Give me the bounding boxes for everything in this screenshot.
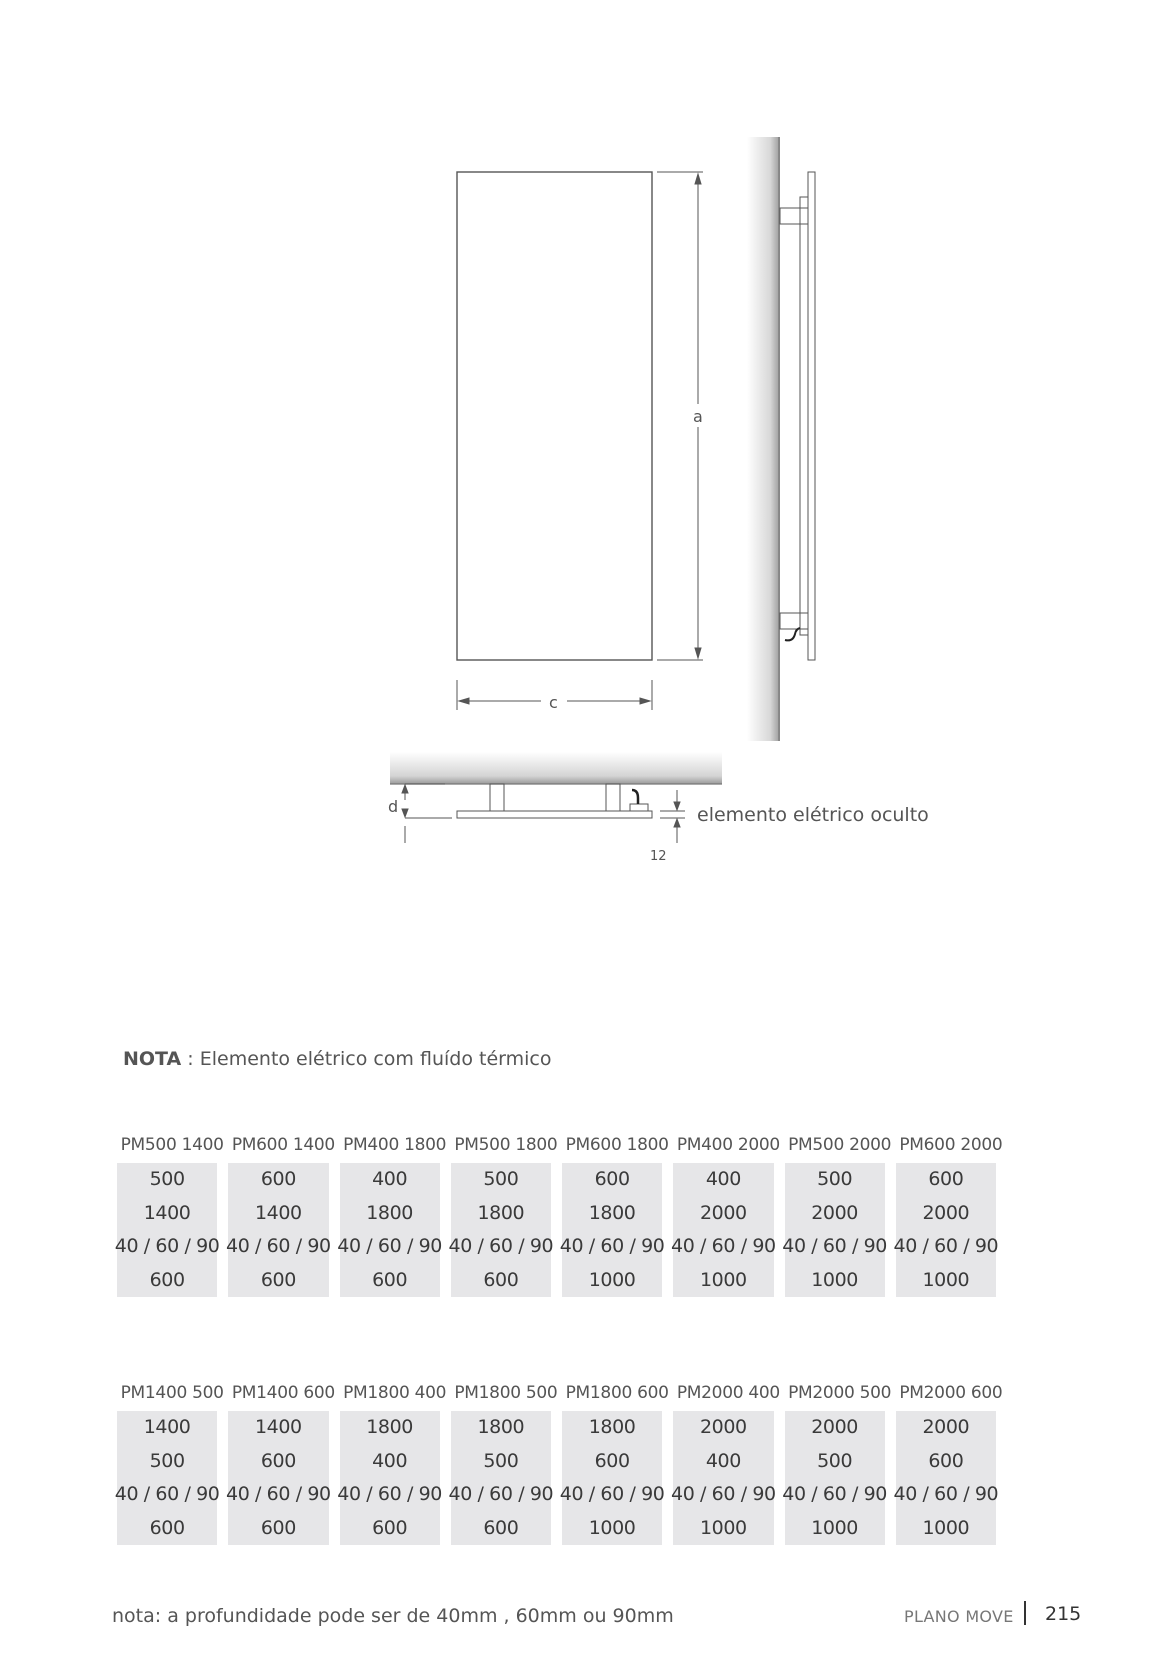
table-cell: 500 <box>817 1168 853 1190</box>
table-column <box>782 1411 887 1545</box>
dimension-12 <box>660 790 685 843</box>
column-header: PM400 2000 <box>676 1135 780 1155</box>
table-header-row <box>117 1383 1007 1403</box>
table-cell: 600 <box>372 1516 408 1539</box>
table-column <box>559 1411 665 1545</box>
column-header: PM500 1400 <box>120 1135 224 1155</box>
table-body <box>114 1163 1007 1297</box>
table-column <box>671 1411 776 1545</box>
lower-bracket <box>780 613 808 629</box>
table-cell: 1400 <box>143 1201 191 1224</box>
table-cell: 1400 <box>254 1201 302 1224</box>
table-cell: 600 <box>483 1516 519 1539</box>
column-header: PM2000 600 <box>899 1383 1003 1403</box>
column-header: PM600 1400 <box>231 1135 335 1155</box>
column-header: PM500 2000 <box>788 1135 892 1155</box>
table-cell: 40 / 60 / 90 <box>559 1483 665 1505</box>
table-cell: 1800 <box>477 1201 525 1224</box>
radiator-side <box>808 172 815 660</box>
column-header: PM400 1800 <box>343 1135 447 1155</box>
footer-brand: PLANO MOVE <box>904 1607 1014 1626</box>
table-cell: 40 / 60 / 90 <box>782 1235 887 1257</box>
table-cell: 2000 <box>922 1201 970 1224</box>
spec-table-1 <box>114 1135 1007 1297</box>
table-cell: 400 <box>705 1168 741 1190</box>
table-cell: 40 / 60 / 90 <box>226 1235 331 1257</box>
table-column <box>448 1411 554 1545</box>
table-cell: 1400 <box>143 1416 191 1438</box>
spec-table-2 <box>114 1383 1007 1545</box>
table-cell: 40 / 60 / 90 <box>337 1483 442 1505</box>
column-header: PM1400 500 <box>120 1383 224 1403</box>
nota-bold: NOTA <box>123 1048 182 1070</box>
upper-bracket <box>780 208 808 224</box>
table-cell: 1800 <box>366 1416 413 1438</box>
table-cell: 1000 <box>588 1268 636 1291</box>
table-cell: 40 / 60 / 90 <box>448 1235 554 1257</box>
table-cell: 40 / 60 / 90 <box>893 1483 999 1505</box>
table-cell: 500 <box>149 1449 185 1472</box>
table-cell: 600 <box>149 1268 185 1291</box>
table-cell: 600 <box>928 1449 964 1472</box>
table-cell: 40 / 60 / 90 <box>226 1483 331 1505</box>
table-cell: 400 <box>372 1449 408 1472</box>
table-column <box>226 1163 331 1297</box>
table-column <box>337 1411 442 1545</box>
wall <box>747 137 780 741</box>
table-cell: 400 <box>372 1168 408 1190</box>
table-cell: 2000 <box>699 1416 747 1438</box>
table-cell: 40 / 60 / 90 <box>114 1235 220 1257</box>
nota-line <box>123 1048 551 1070</box>
table-cell: 1000 <box>922 1268 970 1291</box>
table-cell: 400 <box>705 1449 741 1472</box>
top-view-panel <box>457 811 652 818</box>
table-cell: 40 / 60 / 90 <box>671 1483 776 1505</box>
table-cell: 600 <box>372 1268 408 1291</box>
table-cell: 1800 <box>588 1201 636 1224</box>
table-cell: 1800 <box>366 1201 413 1224</box>
table-column <box>671 1163 776 1297</box>
table-column <box>448 1163 554 1297</box>
table-column <box>337 1163 442 1297</box>
column-header: PM1800 400 <box>343 1383 447 1403</box>
dimension-a-label: a <box>693 407 703 426</box>
table-column <box>559 1163 665 1297</box>
table-cell: 600 <box>483 1268 519 1291</box>
table-cell: 500 <box>817 1449 853 1472</box>
column-header: PM1400 600 <box>231 1383 335 1403</box>
table-cell: 600 <box>260 1268 296 1291</box>
table-cell: 600 <box>260 1516 296 1539</box>
table-column <box>893 1163 999 1297</box>
table-cell: 600 <box>260 1449 296 1472</box>
front-view-panel <box>457 172 652 660</box>
dimension-d-label: d <box>388 797 399 816</box>
table-header-row <box>117 1135 1007 1155</box>
table-cell: 600 <box>149 1516 185 1539</box>
table-cell: 500 <box>149 1168 185 1190</box>
table-cell: 600 <box>928 1168 964 1190</box>
dimension-d <box>402 784 452 843</box>
table-cell: 1000 <box>811 1268 858 1291</box>
column-header: PM2000 400 <box>676 1383 780 1403</box>
footer-divider <box>1024 1601 1026 1625</box>
cable <box>785 628 800 640</box>
table-column <box>893 1411 999 1545</box>
table-cell: 1400 <box>254 1416 302 1438</box>
table-cell: 2000 <box>699 1201 747 1224</box>
table-cell: 40 / 60 / 90 <box>114 1483 220 1505</box>
column-header: PM1800 600 <box>565 1383 669 1403</box>
table-cell: 40 / 60 / 90 <box>448 1483 554 1505</box>
table-cell: 1000 <box>699 1268 747 1291</box>
table-cell: 500 <box>483 1449 519 1472</box>
nota-text: : Elemento elétrico com fluído térmico <box>181 1048 552 1070</box>
table-column <box>226 1411 331 1545</box>
table-column <box>114 1411 220 1545</box>
page-number: 215 <box>1045 1603 1082 1625</box>
table-cell: 600 <box>260 1168 296 1190</box>
column-header: PM1800 500 <box>454 1383 558 1403</box>
table-column <box>114 1163 220 1297</box>
table-cell: 500 <box>483 1168 519 1190</box>
table-cell: 40 / 60 / 90 <box>782 1483 887 1505</box>
table-cell: 1800 <box>588 1416 636 1438</box>
dimension-c-label: c <box>549 693 558 712</box>
floor <box>390 752 722 784</box>
table-body <box>114 1411 1007 1545</box>
callout-label: elemento elétrico oculto <box>697 804 929 826</box>
table-column <box>782 1163 887 1297</box>
column-header: PM600 2000 <box>899 1135 1003 1155</box>
dimension-12-label: 12 <box>650 849 667 864</box>
table-cell: 40 / 60 / 90 <box>893 1235 999 1257</box>
table-cell: 40 / 60 / 90 <box>671 1235 776 1257</box>
table-cell: 1000 <box>922 1516 970 1539</box>
column-header: PM2000 500 <box>788 1383 892 1403</box>
column-header: PM500 1800 <box>454 1135 558 1155</box>
table-cell: 600 <box>594 1449 630 1472</box>
table-cell: 1800 <box>477 1416 525 1438</box>
table-cell: 2000 <box>922 1416 970 1438</box>
table-cell: 40 / 60 / 90 <box>559 1235 665 1257</box>
table-cell: 1000 <box>811 1516 858 1539</box>
table-cell: 600 <box>594 1168 630 1190</box>
table-cell: 2000 <box>811 1201 858 1224</box>
footnote: nota: a profundidade pode ser de 40mm , 60mm ou 90mm <box>112 1605 674 1627</box>
table-cell: 40 / 60 / 90 <box>337 1235 442 1257</box>
column-header: PM600 1800 <box>565 1135 669 1155</box>
table-cell: 1000 <box>588 1516 636 1539</box>
table-cell: 1000 <box>699 1516 747 1539</box>
table-cell: 2000 <box>811 1416 858 1438</box>
